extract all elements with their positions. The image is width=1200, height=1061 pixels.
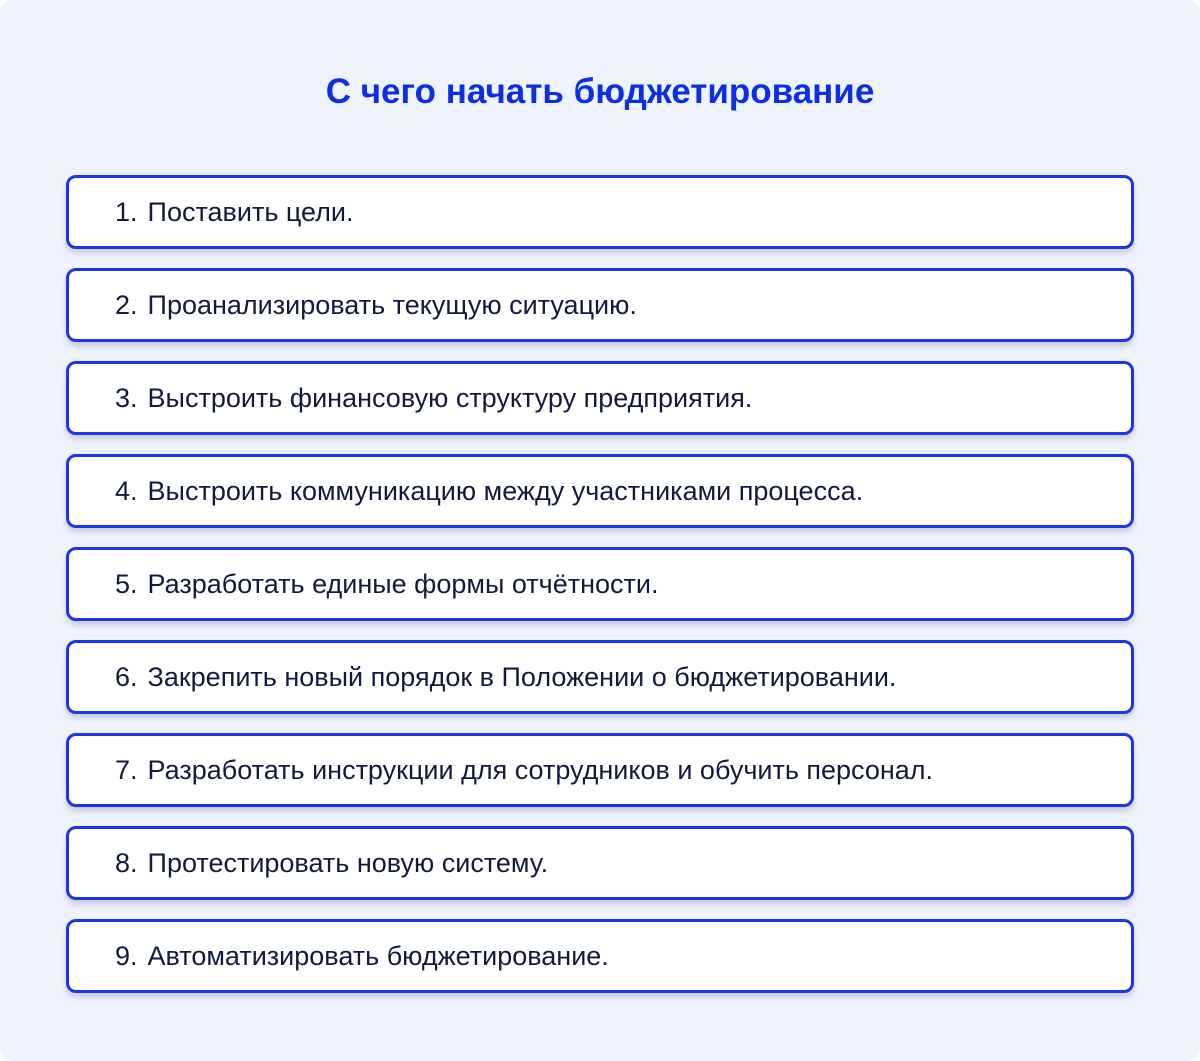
step-item-2: [66, 268, 1134, 342]
step-number: 4.: [115, 475, 138, 506]
step-item-6: [66, 640, 1134, 714]
step-text: Автоматизировать бюджетирование.: [147, 940, 609, 971]
step-text: Протестировать новую систему.: [147, 847, 549, 878]
step-number: 1.: [115, 196, 138, 227]
step-item-5: [66, 547, 1134, 621]
page-title: С чего начать бюджетирование: [325, 72, 875, 111]
step-text: Проанализировать текущую ситуацию.: [147, 289, 637, 320]
step-text: Разработать инструкции для сотрудников и обучить персонал.: [147, 754, 934, 785]
step-number: 7.: [115, 754, 138, 785]
step-number: 8.: [115, 847, 138, 878]
step-item-9: [66, 919, 1134, 993]
steps-list: [66, 175, 1134, 1012]
step-number: 5.: [115, 568, 138, 599]
step-text: Поставить цели.: [147, 196, 354, 227]
step-number: 2.: [115, 289, 138, 320]
step-text: Закрепить новый порядок в Положении о бюджетировании.: [147, 661, 897, 692]
step-item-3: [66, 361, 1134, 435]
step-number: 6.: [115, 661, 138, 692]
step-number: 3.: [115, 382, 138, 413]
step-item-7: [66, 733, 1134, 807]
step-item-4: [66, 454, 1134, 528]
step-item-1: [66, 175, 1134, 249]
step-number: 9.: [115, 940, 138, 971]
step-item-8: [66, 826, 1134, 900]
step-text: Выстроить коммуникацию между участниками процесса.: [147, 475, 864, 506]
step-text: Разработать единые формы отчётности.: [147, 568, 659, 599]
step-text: Выстроить финансовую структуру предприятия.: [147, 382, 753, 413]
